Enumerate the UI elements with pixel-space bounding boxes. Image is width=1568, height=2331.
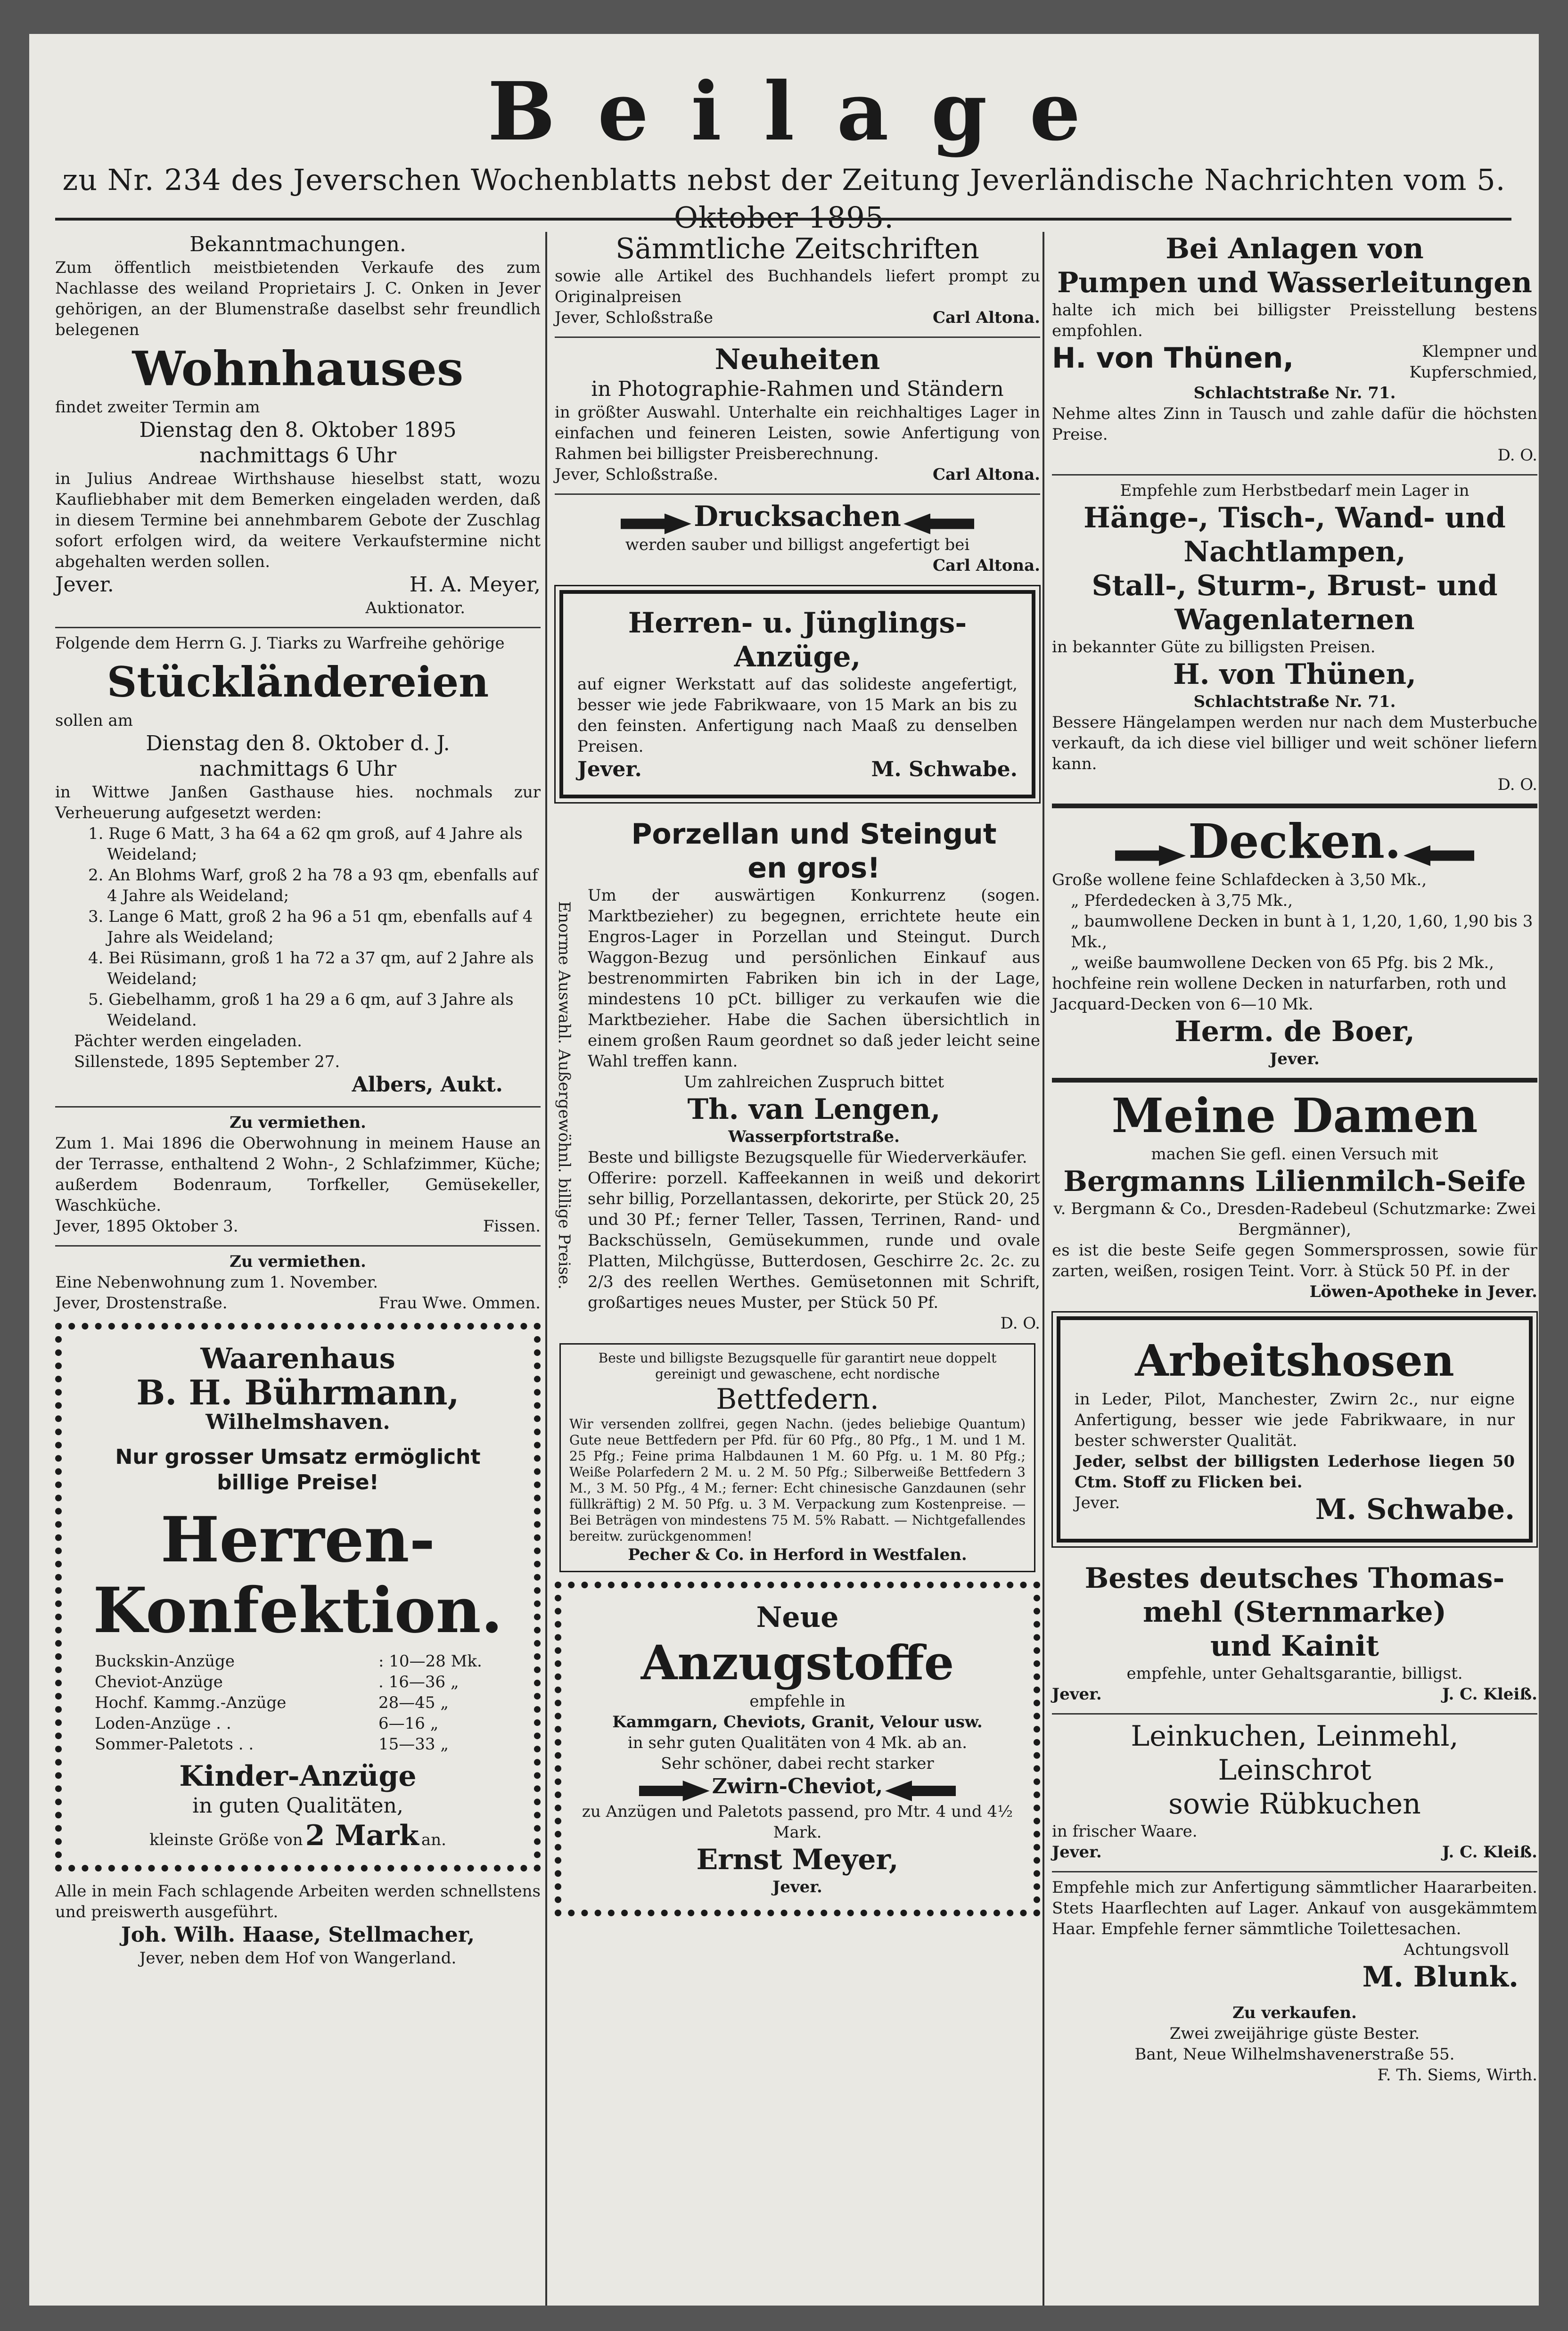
ad-signature: Frau Wwe. Ommen.: [378, 1294, 541, 1313]
ad-text: Sehr schöner, dabei recht starker: [661, 1754, 934, 1773]
ad-text: Folgende dem Herrn G. J. Tiarks zu Warfreihe gehörige: [55, 634, 505, 653]
ad-time: nachmittags 6 Uhr: [199, 757, 397, 781]
ad-leinkuchen: [1052, 1719, 1537, 1863]
pointing-hand-icon: [885, 1781, 956, 1801]
masthead-title: Beilage: [487, 65, 1123, 159]
ad-signature: Albers, Aukt.: [352, 1073, 503, 1097]
ad-text: Empfehle mich zur Anfertigung sämmtlicher Haararbeiten. Stets Haarflechten auf Lager. Ankauf von ausgekämmtem Haar. Empfehle ferner sämmtliche Toilettesachen.: [1052, 1878, 1537, 1938]
ad-heading: Zu vermiethen.: [230, 1252, 366, 1271]
ad-text: in bekannter Güte zu billigsten Preisen.: [1052, 638, 1376, 657]
ad-company: Ernst Meyer,: [696, 1843, 899, 1876]
ad-text: Zum öffentlich meistbietenden Verkaufe des zum Nachlasse des weiland Proprietairs J. C. Onken in Jever gehörigen, an der Blumenstraße daselbst sehr freundlich belegenen: [55, 258, 541, 339]
ad-heading: en gros!: [747, 851, 880, 885]
ad-porzellan: [555, 817, 1040, 1334]
ad-signature: D. O.: [1000, 1313, 1040, 1333]
ad-place: Jever.: [1075, 1494, 1120, 1512]
ad-place: Jever.: [1270, 1050, 1320, 1068]
ad-signature: D. O.: [1497, 446, 1537, 465]
ad-text: Beste und billigste Bezugsquelle für Wiederverkäufer.: [588, 1148, 1027, 1167]
list-item: 4. Bei Rüsimann, groß 1 ha 72 a 37 qm, auf 2 Jahre als Weideland;: [88, 949, 534, 988]
ad-text: in Leder, Pilot, Manchester, Zwirn 2c., nur eigne Anfertigung, besser wie jede Fabrikwaare, in nur bester schwerster Qualität.: [1075, 1390, 1515, 1450]
ad-signature: J. C. Kleiß.: [1442, 1843, 1537, 1862]
ad-subheading: in Photographie-Rahmen und Ständern: [591, 377, 1004, 401]
ad-subheading: Kinder-Anzüge: [179, 1760, 417, 1793]
ad-heading: und Kainit: [1210, 1630, 1379, 1663]
ad-text: zu Anzügen und Paletots passend, pro Mtr. 4 und 4½ Mark.: [582, 1802, 1013, 1842]
ad-place: Jever.: [55, 573, 114, 597]
ad-text: hochfeine rein wollene Decken in naturfarben, roth und Jacquard-Decken von 6—10 Mk.: [1052, 974, 1507, 1014]
ad-subheading: Zwirn-Cheviot,: [712, 1774, 883, 1798]
ad-big-title: Stückländereien: [107, 657, 489, 706]
newspaper-page: [29, 34, 1539, 2306]
ad-role: Klempner und Kupferschmied,: [1409, 342, 1537, 382]
ad-address: Jever, neben dem Hof von Wangerland.: [139, 1949, 457, 1968]
ad-place: Sillenstede, 1895 September 27.: [74, 1052, 340, 1071]
divider: [55, 627, 541, 628]
ad-heading: Herren- u. Jünglings-: [628, 606, 967, 640]
ad-heading: Neue: [756, 1601, 839, 1634]
ad-signature: Carl Altona.: [932, 556, 1040, 575]
ad-place: Jever, 1895 Oktober 3.: [55, 1217, 238, 1236]
price-item: Buckskin-Anzüge: [95, 1652, 235, 1671]
ad-text: Achtungsvoll: [1404, 1940, 1509, 1959]
ad-text: Wir versenden zollfrei, gegen Nachn. (jedes beliebige Quantum) Gute neue Bettfedern per Pfd. für 60 Pfg., 80 Pfg., 1 M. und 1 M. 25 Pfg.; Feine prima Halbdaunen 1 M. 60 Pfg. u. 1 M. 80 Pfg.; Weiße Polarfedern 2 M. u. 2 M. 50 Pfg.; Silberweiße Bettfedern 3 M., 3 M. 50 Pfg., 4 M.; ferner: Echt chinesische Ganzdaunen (sehr füllkräftig) 2 M. 50 Pfg. u. 3 M. Verpackung zum Kostenpreise. — Bei Beträgen von mindestens 75 M. 5% Rabatt. — Nichtgefallendes bereitw. zurückgenommen!: [569, 1416, 1026, 1544]
ad-signature: H. A. Meyer,: [409, 573, 541, 597]
pointing-hand-icon: [903, 514, 974, 534]
ad-signature: F. Th. Siems, Wirth.: [1377, 2066, 1537, 2085]
ad-text: „ weiße baumwollene Decken von 65 Pfg. bis 2 Mk.,: [1071, 953, 1494, 972]
price-item: Loden-Anzüge . .: [95, 1714, 231, 1733]
ad-text: in sehr guten Qualitäten von 4 Mk. ab an.: [627, 1733, 968, 1752]
ad-company: H. von Thünen,: [1052, 342, 1294, 375]
ad-text: „ baumwollene Decken in bunt à 1, 1,20, 1,60, 1,90 bis 3 Mk.,: [1071, 912, 1533, 952]
ad-company: Joh. Wilh. Haase, Stellmacher,: [121, 1923, 475, 1947]
ad-text: Große wollene feine Schlafdecken à 3,50 Mk.,: [1052, 870, 1427, 889]
ad-text: werden sauber und billigst angefertigt bei: [625, 535, 970, 554]
ad-verkaufen: [1052, 2003, 1537, 2085]
ad-anzugstoffe: [555, 1582, 1040, 1917]
ad-text: Alle in mein Fach schlagende Arbeiten werden schnellstens und preiswerth ausgeführt.: [55, 1882, 541, 1921]
price-value: 6—16 „: [378, 1714, 439, 1733]
ad-heading: Porzellan und Steingut: [631, 817, 997, 851]
price-value: : 10—28 Mk.: [378, 1652, 482, 1671]
price-value: 15—33 „: [378, 1735, 449, 1754]
ad-place: Jever, Schloßstraße.: [555, 465, 718, 484]
masthead-subtitle: zu Nr. 234 des Jeverschen Wochenblatts nebst der Zeitung Jeverländische Nachrichten vom 5. Oktober 1895.: [62, 163, 1506, 235]
ad-company: H. von Thünen,: [1173, 658, 1417, 691]
parcel-list: [55, 823, 541, 1031]
ad-heading: Zu vermiethen.: [230, 1113, 366, 1132]
ad-place: Jever.: [577, 757, 642, 781]
ad-text: Zum 1. Mai 1896 die Oberwohnung in meinem Hause an der Terrasse, enthaltend 2 Wohn-, 2 Schlafzimmer, Küche; außerdem Bodenraum, Torfkeller, Gemüsekeller, Waschküche.: [55, 1134, 541, 1215]
ad-zeitschriften: [555, 232, 1040, 328]
ad-shop: Löwen-Apotheke in Jever.: [1309, 1282, 1537, 1301]
divider: [1052, 1871, 1537, 1872]
ad-vermiethen-2: [55, 1251, 541, 1313]
ad-herrenanzuege: [559, 590, 1035, 798]
ad-date: Dienstag den 8. Oktober 1895: [139, 418, 457, 442]
list-item: 1. Ruge 6 Matt, 3 ha 64 a 62 qm groß, auf 4 Jahre als Weideland;: [88, 824, 523, 864]
ad-time: nachmittags 6 Uhr: [199, 443, 397, 468]
ad-slogan: billige Preise!: [217, 1470, 379, 1494]
divider: [1052, 1078, 1537, 1083]
ad-arbeitshosen: [1057, 1316, 1533, 1543]
pointing-hand-icon: [621, 514, 691, 534]
ad-big-title: Konfektion.: [93, 1574, 503, 1647]
price-value: . 16—36 „: [378, 1673, 459, 1691]
ad-text: Jeder, selbst der billigsten Lederhose liegen 50 Ctm. Stoff zu Flicken bei.: [1075, 1452, 1515, 1492]
ad-text: in guten Qualitäten,: [192, 1794, 403, 1818]
ad-lampen: [1052, 480, 1537, 795]
ad-big-title: Anzugstoffe: [640, 1634, 954, 1691]
ad-decken: [1052, 813, 1537, 1069]
ad-place: Jever.: [1052, 1843, 1102, 1862]
ad-text: Pächter werden eingeladen.: [74, 1032, 302, 1051]
divider: [1052, 804, 1537, 808]
side-text: Enorme Auswahl. Außergewöhnl. billige Preise.: [555, 901, 574, 1290]
ad-place: Jever, Drostenstraße.: [55, 1294, 228, 1313]
ad-text: sowie alle Artikel des Buchhandels liefert prompt zu Originalpreisen: [555, 267, 1040, 306]
price-item: Cheviot-Anzüge: [95, 1673, 223, 1691]
ad-text: kleinste Größe von: [149, 1830, 303, 1849]
ad-signature: M. Schwabe.: [871, 757, 1018, 781]
ad-text: empfehle in: [749, 1691, 846, 1711]
list-item: 5. Giebelhamm, groß 1 ha 29 a 6 qm, auf 3 Jahre als Weideland.: [88, 990, 514, 1030]
ad-price: 2 Mark: [305, 1819, 419, 1852]
ad-signature: M. Blunk.: [1362, 1961, 1519, 1994]
pointing-hand-icon: [639, 1781, 710, 1801]
ad-place: Jever.: [1052, 1685, 1102, 1704]
ad-company: Th. van Lengen,: [687, 1092, 941, 1126]
ad-text: Um der auswärtigen Konkurrenz (sogen. Marktbezieher) zu begegnen, errichtete heute ein Engros-Lager in Porzellan und Steingut. Durch Waggon-Bezug und persönlichen Einkauf aus bestrenommirten Fabriken bin ich in der Lage, mindestens 10 pCt. billiger zu verkaufen wie die Marktbezieher. Habe die Sachen übersichtlich in einem großen Raum geordnet so daß jeder leicht seine Wahl treffen kann.: [588, 886, 1040, 1071]
ad-heading: Wagenlaternen: [1174, 603, 1415, 636]
ad-company: Herm. de Boer,: [1174, 1015, 1415, 1048]
ad-neuheiten: [555, 343, 1040, 485]
ad-place: Jever, Schloßstraße: [555, 308, 713, 327]
ad-company: B. H. Bührmann,: [136, 1372, 460, 1412]
ad-text: sollen am: [55, 711, 133, 730]
ad-place: Jever.: [772, 1878, 822, 1896]
masthead: [29, 67, 1539, 237]
ad-stueckland: [55, 633, 541, 1098]
list-item: 2. An Blohms Warf, groß 2 ha 78 a 93 qm, ebenfalls auf 4 Jahre als Weideland;: [88, 866, 538, 905]
ad-text: es ist die beste Seife gegen Sommersprossen, sowie für zarten, weißen, rosigen Teint. Vorr. à Stück 50 Pf. in der: [1052, 1241, 1537, 1280]
divider: [555, 337, 1040, 338]
ad-product: Bergmanns Lilienmilch-Seife: [1063, 1165, 1526, 1198]
ad-heading: Bekanntmachungen.: [189, 232, 406, 256]
ad-signature: Carl Altona.: [932, 308, 1040, 327]
ad-heading: Hänge-, Tisch-, Wand- und: [1084, 501, 1506, 534]
column-2: [555, 232, 1040, 1926]
ad-role: Auktionator.: [365, 599, 465, 617]
price-table: [95, 1651, 501, 1755]
ad-text: Beste und billigste Bezugsquelle für garantirt neue doppelt gereinigt und gewaschene, echt nordische: [598, 1350, 997, 1382]
ad-text: Bessere Hängelampen werden nur nach dem Musterbuche verkauft, da ich diese viel billiger und weit schöner liefern kann.: [1052, 713, 1537, 773]
ad-heading: Zu verkaufen.: [1232, 2003, 1357, 2022]
ad-city: Wilhelmshaven.: [205, 1410, 390, 1434]
ad-heading: Waarenhaus: [200, 1342, 395, 1375]
ad-heading: mehl (Sternmarke): [1143, 1596, 1446, 1629]
price-item: Hochf. Kammg.-Anzüge: [95, 1693, 287, 1712]
ad-date: Dienstag den 8. Oktober d. J.: [146, 731, 450, 755]
ad-big-title: Wohnhauses: [132, 341, 464, 396]
ad-signature: Pecher & Co. in Herford in Westfalen.: [628, 1545, 967, 1564]
ad-text: empfehle, unter Gehaltsgarantie, billigst.: [1126, 1664, 1463, 1683]
ad-heading: Leinkuchen, Leinmehl, Leinschrot: [1131, 1720, 1459, 1787]
ad-text: „ Pferdedecken à 3,75 Mk.,: [1071, 891, 1293, 910]
ad-signature: Fissen.: [483, 1217, 541, 1236]
ad-text: in frischer Waare.: [1052, 1822, 1198, 1841]
ad-heading: Neuheiten: [714, 343, 880, 376]
column-1: [55, 232, 541, 1977]
ad-heading: sowie Rübkuchen: [1168, 1788, 1421, 1821]
ad-heading: Stall-, Sturm-, Brust- und: [1092, 569, 1498, 602]
price-value: 28—45 „: [378, 1693, 449, 1712]
ad-heading: Drucksachen: [694, 500, 901, 533]
ad-heading: Bestes deutsches Thomas-: [1084, 1562, 1505, 1595]
divider: [1052, 474, 1537, 476]
ad-text: findet zweiter Termin am: [55, 398, 260, 417]
ad-street: Wasserpfortstraße.: [728, 1127, 900, 1146]
ad-big-title: Decken.: [1188, 813, 1401, 869]
ad-vermiethen-1: [55, 1112, 541, 1237]
ad-text: in größter Auswahl. Unterhalte ein reichhaltiges Lager in einfachen und feineren Leisten, sowie Anfertigung von Rahmen bei billigster Preisberechnung.: [555, 403, 1040, 463]
ad-heading: Sämmtliche Zeitschriften: [616, 232, 979, 265]
ad-text: v. Bergmann & Co., Dresden-Radebeul (Schutzmarke: Zwei Bergmänner),: [1053, 1199, 1536, 1239]
ad-text: Offerire: porzell. Kaffeekannen in weiß und dekorirt sehr billig, Porzellantassen, dekorirte, per Stück 20, 25 und 30 Pf.; ferner Teller, Tassen, Terrinen, Rand- und Backschüsseln, Gemüsekummen, runde und ovale Platten, Milchgüsse, Butterdosen, Geschirre 2c. 2c. zu 2/3 des reellen Werthes. Gemüsetonnen mit Schrift, großartiges neues Muster, per Stück 50 Pf.: [588, 1168, 1040, 1312]
ad-text: Kammgarn, Cheviots, Granit, Velour usw.: [612, 1712, 983, 1732]
ad-text: machen Sie gefl. einen Versuch mit: [1151, 1145, 1438, 1164]
ad-text: Zwei zweijährige güste Bester.: [1169, 2024, 1420, 2043]
divider: [55, 1245, 541, 1247]
ad-address: Bant, Neue Wilhelmshavenerstraße 55.: [1134, 2045, 1455, 2064]
ad-text: Nehme altes Zinn in Tausch und zahle dafür die höchsten Preise.: [1052, 404, 1537, 444]
ad-signature: D. O.: [1497, 775, 1537, 794]
ad-text: Empfehle zum Herbstbedarf mein Lager in: [1120, 481, 1469, 500]
list-item: 3. Lange 6 Matt, groß 2 ha 96 a 51 qm, ebenfalls auf 4 Jahre als Weideland;: [88, 907, 533, 947]
divider: [1052, 1713, 1537, 1715]
ad-drucksachen: [555, 500, 1040, 576]
divider: [555, 493, 1040, 495]
ad-heading: Pumpen und Wasserleitungen: [1057, 266, 1532, 299]
ad-heading: Bettfedern.: [716, 1382, 879, 1416]
ad-heading: Nachtlampen,: [1183, 535, 1406, 568]
ad-slogan: Nur grosser Umsatz ermöglicht: [115, 1445, 481, 1469]
ad-text: an.: [421, 1830, 446, 1849]
ad-wohnhaus: [55, 232, 541, 618]
ad-text: auf eigner Werkstatt auf das solideste angefertigt, besser wie jede Fabrikwaare, von 15 Mark an bis zu den feinsten. Anfertigung nach Maaß zu denselben Preisen.: [577, 674, 1018, 756]
ad-heading: Bei Anlagen von: [1166, 232, 1424, 265]
ad-street: Schlachtstraße Nr. 71.: [1193, 384, 1396, 402]
ad-signature: M. Schwabe.: [1315, 1493, 1515, 1526]
ad-heading: Anzüge,: [734, 640, 861, 673]
ad-buehrmann: [55, 1323, 541, 1871]
pointing-hand-icon: [1404, 845, 1474, 866]
ad-big-title: Arbeitshosen: [1135, 1335, 1454, 1386]
ad-big-title: Meine Damen: [1111, 1088, 1478, 1143]
ad-street: Schlachtstraße Nr. 71.: [1193, 692, 1396, 711]
ad-bettfedern: [559, 1343, 1035, 1572]
ad-signature: J. C. Kleiß.: [1442, 1685, 1537, 1704]
masthead-rule: [55, 218, 1511, 221]
ad-big-title: Herren-: [160, 1503, 435, 1576]
ad-text: Um zahlreichen Zuspruch bittet: [683, 1072, 944, 1092]
ad-signature: Carl Altona.: [932, 465, 1040, 484]
price-item: Sommer-Paletots . .: [95, 1735, 254, 1754]
column-3: [1052, 232, 1537, 2094]
column-rule: [1043, 232, 1044, 2306]
ad-text: halte ich mich bei billigster Preisstellung bestens empfohlen.: [1052, 301, 1537, 340]
ad-text: in Wittwe Janßen Gasthause hies. nochmals zur Verheuerung aufgesetzt werden:: [55, 783, 541, 822]
ad-seife: [1052, 1087, 1537, 1302]
ad-text: Eine Nebenwohnung zum 1. November.: [55, 1273, 378, 1292]
divider: [55, 1106, 541, 1108]
ad-haase: [55, 1881, 541, 1969]
ad-blunk: [1052, 1877, 1537, 1994]
ad-text: in Julius Andreae Wirthshause hieselbst statt, wozu Kaufliebhaber mit dem Bemerken eingeladen werden, daß in diesem Termine bei annehmbarem Gebote der Zuschlag sofort erfolgen wird, da weitere Verkaufstermine nicht abgehalten werden sollen.: [55, 469, 541, 571]
ad-pumpen: [1052, 232, 1537, 466]
pointing-hand-icon: [1115, 845, 1186, 866]
ad-thomasmehl: [1052, 1561, 1537, 1705]
column-rule: [545, 232, 547, 2306]
